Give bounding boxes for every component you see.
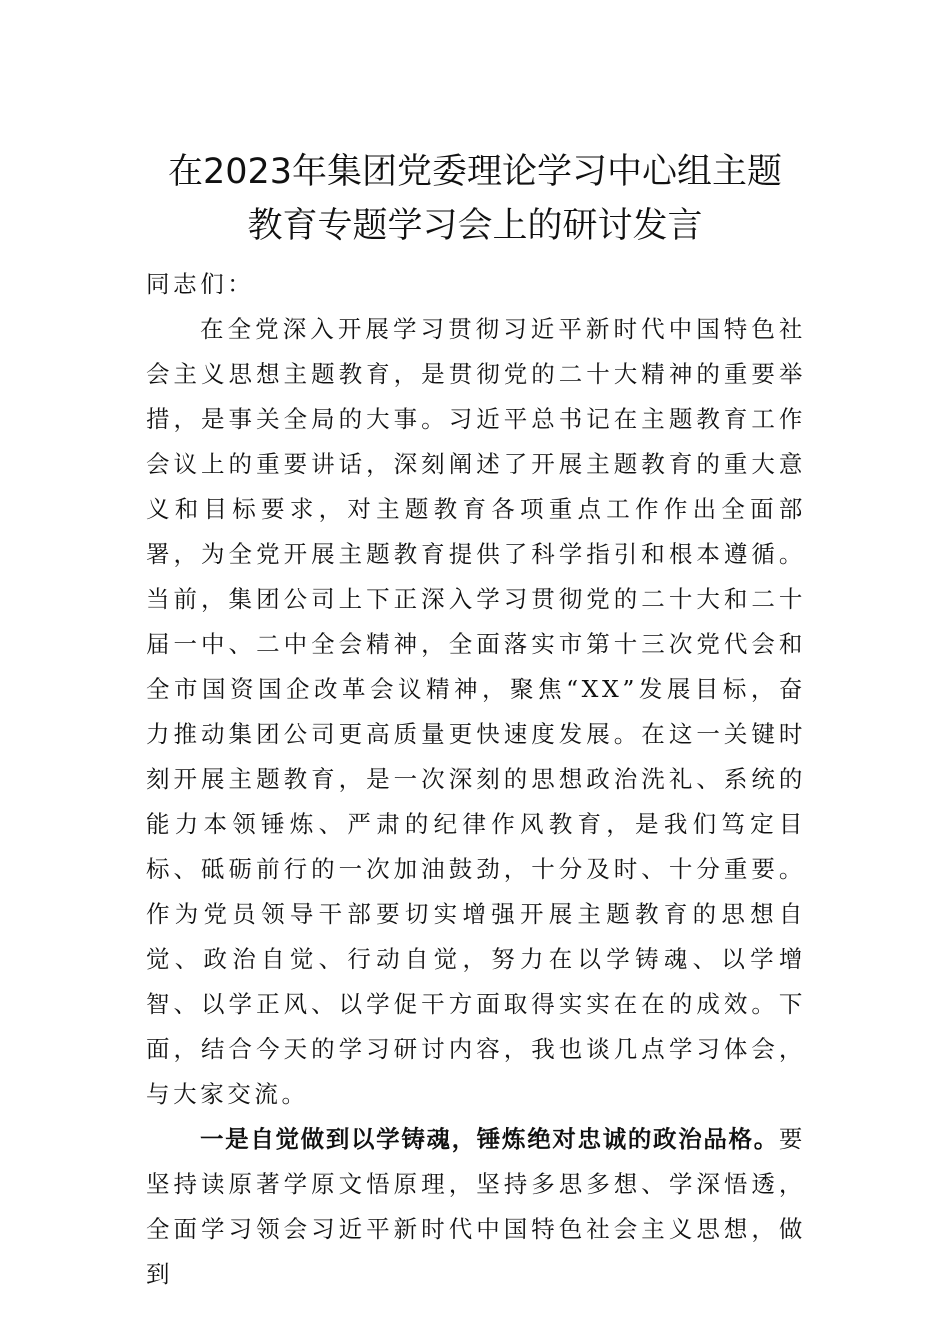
paragraph-2-body: 要坚持读原著学原文悟原理，坚持多思多想、学深悟透，全面学习领会习近平新时代中国特色社会主义思想，做到 xyxy=(146,1125,806,1288)
salutation: 同志们： xyxy=(146,270,255,298)
title-line-1: 在2023年集团党委理论学习中心组主题 xyxy=(167,152,783,193)
paragraph-1: 在全党深入开展学习贯彻习近平新时代中国特色社会主义思想主题教育，是贯彻党的二十大精神的重要举措，是事关全局的大事。习近平总书记在主题教育工作会议上的重要讲话，深刻阐述了开展主题教育的重大意义和目标要求，对主题教育各项重点工作作出全面部署，为全党开展主题教育提供了科学指引和根本遵循。当前，集团公司上下正深入学习贯彻党的二十大和二十届一中、二中全会精神，全面落实市第十三次党代会和全市国资国企改革会议精神，聚焦“XX”发展目标，奋力推动集团公司更高质量更快速度发展。在这一关键时刻开展主题教育，是一次深刻的思想政治洗礼、系统的能力本领锤炼、严肃的纪律作风教育，是我们笃定目标、砥砺前行的一次加油鼓劲，十分及时、十分重要。作为党员领导干部要切实增强开展主题教育的思想自觉、政治自觉、行动自觉，努力在以学铸魂、以学增智、以学正风、以学促干方面取得实实在在的成效。下面，结合今天的学习研讨内容，我也谈几点学习体会，与大家交流。 xyxy=(146,315,806,1108)
document-body xyxy=(146,262,806,1297)
document-title xyxy=(0,145,950,253)
paragraph-2-lead: 一是自觉做到以学铸魂，锤炼绝对忠诚的政治品格。 xyxy=(200,1125,779,1153)
title-line-2: 教育专题学习会上的研讨发言 xyxy=(247,206,703,247)
paragraph-2 xyxy=(146,1117,806,1297)
